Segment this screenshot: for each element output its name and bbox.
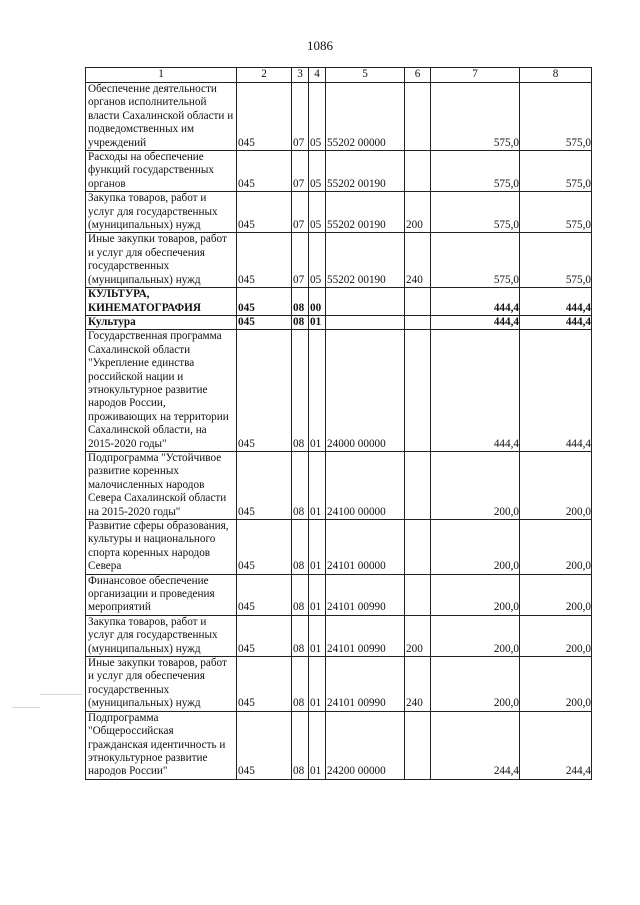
page-number: 1086	[307, 38, 333, 53]
target-article-cell	[326, 315, 405, 329]
amount-year1-cell: 200,0	[431, 657, 520, 712]
subsection-code-cell: 01	[309, 574, 326, 615]
section-code-cell: 07	[292, 83, 309, 151]
expense-type-cell: 240	[405, 233, 431, 288]
amount-year2-cell: 244,4	[520, 711, 592, 779]
table-row	[86, 83, 592, 151]
target-article-cell: 55202 00190	[326, 192, 405, 233]
subsection-code-cell: 01	[309, 520, 326, 575]
ministry-code-cell: 045	[237, 451, 292, 519]
ministry-code-cell: 045	[237, 288, 292, 316]
target-article-cell: 24101 00990	[326, 657, 405, 712]
amount-year1-cell: 200,0	[431, 615, 520, 656]
scan-artifact	[12, 707, 40, 708]
table-row	[86, 615, 592, 656]
section-code-cell: 08	[292, 615, 309, 656]
section-code-cell: 08	[292, 288, 309, 316]
amount-year2-cell: 444,4	[520, 315, 592, 329]
target-article-cell: 24200 00000	[326, 711, 405, 779]
header-col-2: 2	[237, 68, 292, 83]
section-code-cell: 08	[292, 451, 309, 519]
row-name-cell: Подпрограмма "Общероссийская гражданская идентичность и этнокультурное развитие народов России"	[86, 711, 237, 779]
header-col-8: 8	[520, 68, 592, 83]
section-code-cell: 08	[292, 657, 309, 712]
subsection-code-cell: 01	[309, 615, 326, 656]
target-article-cell	[326, 288, 405, 316]
amount-year1-cell: 444,4	[431, 315, 520, 329]
header-col-1: 1	[86, 68, 237, 83]
target-article-cell: 55202 00190	[326, 233, 405, 288]
scan-artifact	[40, 694, 82, 695]
amount-year1-cell: 575,0	[431, 83, 520, 151]
row-name-cell: Государственная программа Сахалинской области "Укрепление единства российской нации и этнокультурное развитие народов России, проживающих на территории Сахалинской области, на 2015-2020 годы"	[86, 330, 237, 452]
amount-year2-cell: 200,0	[520, 520, 592, 575]
amount-year2-cell: 444,4	[520, 330, 592, 452]
subsection-code-cell: 01	[309, 330, 326, 452]
subsection-code-cell: 05	[309, 83, 326, 151]
table-row	[86, 330, 592, 452]
header-col-7: 7	[431, 68, 520, 83]
ministry-code-cell: 045	[237, 615, 292, 656]
ministry-code-cell: 045	[237, 233, 292, 288]
ministry-code-cell: 045	[237, 315, 292, 329]
row-name-cell: КУЛЬТУРА, КИНЕМАТОГРАФИЯ	[86, 288, 237, 316]
expense-type-cell	[405, 520, 431, 575]
row-name-cell: Расходы на обеспечение функций государственных органов	[86, 151, 237, 192]
row-name-cell: Закупка товаров, работ и услуг для государственных (муниципальных) нужд	[86, 192, 237, 233]
section-code-cell: 08	[292, 315, 309, 329]
ministry-code-cell: 045	[237, 192, 292, 233]
target-article-cell: 55202 00000	[326, 83, 405, 151]
target-article-cell: 24000 00000	[326, 330, 405, 452]
amount-year1-cell: 200,0	[431, 451, 520, 519]
amount-year1-cell: 200,0	[431, 574, 520, 615]
amount-year1-cell: 575,0	[431, 192, 520, 233]
table-row	[86, 151, 592, 192]
amount-year1-cell: 444,4	[431, 330, 520, 452]
table-row	[86, 315, 592, 329]
target-article-cell: 24101 00000	[326, 520, 405, 575]
budget-table	[85, 67, 592, 780]
expense-type-cell	[405, 315, 431, 329]
subsection-code-cell: 01	[309, 315, 326, 329]
section-code-cell: 07	[292, 233, 309, 288]
table-row	[86, 574, 592, 615]
row-name-cell: Подпрограмма "Устойчивое развитие коренных малочисленных народов Севера Сахалинской области на 2015-2020 годы"	[86, 451, 237, 519]
amount-year2-cell: 575,0	[520, 233, 592, 288]
table-row	[86, 520, 592, 575]
row-name-cell: Иные закупки товаров, работ и услуг для обеспечения государственных (муниципальных) нужд	[86, 233, 237, 288]
row-name-cell: Иные закупки товаров, работ и услуг для обеспечения государственных (муниципальных) нужд	[86, 657, 237, 712]
header-col-5: 5	[326, 68, 405, 83]
section-code-cell: 07	[292, 192, 309, 233]
header-col-6: 6	[405, 68, 431, 83]
table-row	[86, 711, 592, 779]
table-row	[86, 233, 592, 288]
header-row	[86, 68, 592, 83]
row-name-cell: Обеспечение деятельности органов исполнительной власти Сахалинской области и подведомственных им учреждений	[86, 83, 237, 151]
ministry-code-cell: 045	[237, 574, 292, 615]
expense-type-cell	[405, 330, 431, 452]
target-article-cell: 24101 00990	[326, 615, 405, 656]
target-article-cell: 24100 00000	[326, 451, 405, 519]
subsection-code-cell: 01	[309, 711, 326, 779]
table-row	[86, 288, 592, 316]
expense-type-cell	[405, 574, 431, 615]
amount-year2-cell: 575,0	[520, 83, 592, 151]
table-row	[86, 451, 592, 519]
ministry-code-cell: 045	[237, 151, 292, 192]
expense-type-cell: 200	[405, 615, 431, 656]
subsection-code-cell: 00	[309, 288, 326, 316]
section-code-cell: 08	[292, 574, 309, 615]
expense-type-cell	[405, 288, 431, 316]
amount-year2-cell: 444,4	[520, 288, 592, 316]
target-article-cell: 24101 00990	[326, 574, 405, 615]
amount-year2-cell: 200,0	[520, 574, 592, 615]
subsection-code-cell: 01	[309, 657, 326, 712]
row-name-cell: Закупка товаров, работ и услуг для государственных (муниципальных) нужд	[86, 615, 237, 656]
section-code-cell: 08	[292, 330, 309, 452]
amount-year2-cell: 200,0	[520, 451, 592, 519]
subsection-code-cell: 05	[309, 151, 326, 192]
expense-type-cell: 200	[405, 192, 431, 233]
subsection-code-cell: 05	[309, 192, 326, 233]
ministry-code-cell: 045	[237, 83, 292, 151]
expense-type-cell	[405, 451, 431, 519]
amount-year1-cell: 575,0	[431, 233, 520, 288]
amount-year1-cell: 244,4	[431, 711, 520, 779]
section-code-cell: 07	[292, 151, 309, 192]
expense-type-cell	[405, 151, 431, 192]
row-name-cell: Финансовое обеспечение организации и проведения мероприятий	[86, 574, 237, 615]
header-col-3: 3	[292, 68, 309, 83]
table-row	[86, 657, 592, 712]
expense-type-cell	[405, 711, 431, 779]
ministry-code-cell: 045	[237, 520, 292, 575]
amount-year1-cell: 444,4	[431, 288, 520, 316]
target-article-cell: 55202 00190	[326, 151, 405, 192]
expense-type-cell: 240	[405, 657, 431, 712]
amount-year2-cell: 200,0	[520, 657, 592, 712]
ministry-code-cell: 045	[237, 657, 292, 712]
expense-type-cell	[405, 83, 431, 151]
amount-year1-cell: 200,0	[431, 520, 520, 575]
amount-year2-cell: 575,0	[520, 151, 592, 192]
subsection-code-cell: 05	[309, 233, 326, 288]
amount-year1-cell: 575,0	[431, 151, 520, 192]
row-name-cell: Культура	[86, 315, 237, 329]
section-code-cell: 08	[292, 711, 309, 779]
header-col-4: 4	[309, 68, 326, 83]
amount-year2-cell: 200,0	[520, 615, 592, 656]
ministry-code-cell: 045	[237, 330, 292, 452]
ministry-code-cell: 045	[237, 711, 292, 779]
table-row	[86, 192, 592, 233]
subsection-code-cell: 01	[309, 451, 326, 519]
row-name-cell: Развитие сферы образования, культуры и национального спорта коренных народов Севера	[86, 520, 237, 575]
amount-year2-cell: 575,0	[520, 192, 592, 233]
section-code-cell: 08	[292, 520, 309, 575]
